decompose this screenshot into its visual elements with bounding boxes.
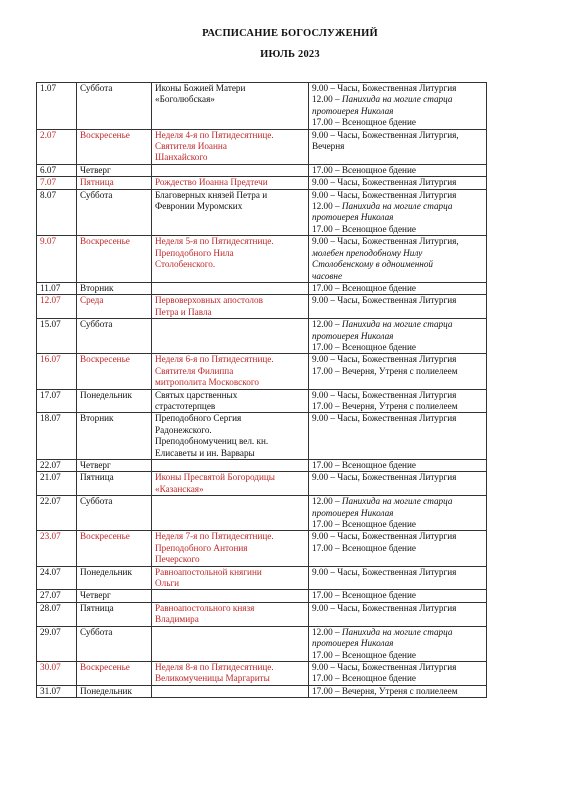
services-cell <box>309 189 487 236</box>
service-time: 9.00 – <box>312 189 335 200</box>
feast-line: Иконы Божией Матери <box>155 83 246 93</box>
weekday-cell: Суббота <box>77 626 152 661</box>
service-text: Часы, Божественная Литургия <box>334 189 457 200</box>
service-line <box>312 283 483 294</box>
service-text: Столобенскому в одноименной <box>312 259 434 270</box>
service-text: Вечерня, Утреня с полиелеем <box>339 685 458 696</box>
feast-line: Равноапостольного князя <box>155 602 255 613</box>
service-line <box>312 259 483 270</box>
service-line <box>312 686 483 697</box>
service-time: 17.00 – <box>312 223 340 234</box>
table-row <box>37 460 487 472</box>
date-cell: 29.07 <box>37 626 77 661</box>
services-cell <box>309 566 487 590</box>
service-line <box>312 130 483 141</box>
service-line <box>312 295 483 306</box>
service-text: Часы, Божественная Литургия <box>334 413 457 424</box>
table-row <box>37 164 487 176</box>
feast-cell <box>152 472 309 496</box>
feast-line: Первоверховных апостолов <box>155 295 263 306</box>
service-text: протоиерея Николая <box>312 638 394 649</box>
date-cell: 31.07 <box>37 685 77 697</box>
service-text: Панихида на могиле старца <box>339 94 453 105</box>
service-text: протоиерея Николая <box>312 507 394 518</box>
feast-cell <box>152 590 309 602</box>
service-line <box>312 248 483 259</box>
service-line <box>312 319 483 330</box>
service-time: 9.00 – <box>312 236 335 247</box>
table-row <box>37 590 487 602</box>
service-line <box>312 212 483 223</box>
service-line <box>312 165 483 176</box>
service-line <box>312 201 483 212</box>
service-text: молебен преподобному Нилу <box>312 247 423 258</box>
service-text: Часы, Божественная Литургия <box>334 354 457 365</box>
feast-cell <box>152 282 309 294</box>
feast-line: Елисаветы и ин. Варвары <box>155 447 255 458</box>
table-row <box>37 129 487 164</box>
service-line <box>312 413 483 424</box>
date-cell: 28.07 <box>37 602 77 626</box>
feast-cell <box>152 177 309 189</box>
service-text: протоиерея Николая <box>312 105 394 116</box>
service-time: 9.00 – <box>312 472 335 483</box>
feast-line: Шанхайского <box>155 152 208 163</box>
service-text: Всенощное бдение <box>339 673 416 684</box>
weekday-cell: Вторник <box>77 413 152 460</box>
feast-line: Великомученицы Маргариты <box>155 673 270 684</box>
services-cell <box>309 177 487 189</box>
feast-line: Равноапостольной княгини <box>155 566 262 577</box>
service-text: Всенощное бдение <box>339 519 416 530</box>
table-row <box>37 531 487 566</box>
feast-cell <box>152 413 309 460</box>
service-time: 9.00 – <box>312 661 335 672</box>
date-cell: 1.07 <box>37 83 77 130</box>
date-cell: 16.07 <box>37 354 77 389</box>
service-text: Часы, Божественная Литургия <box>334 602 457 613</box>
date-cell: 11.07 <box>37 282 77 294</box>
services-cell <box>309 661 487 685</box>
service-time: 17.00 – <box>312 365 340 376</box>
date-cell: 18.07 <box>37 413 77 460</box>
service-text: Часы, Божественная Литургия <box>334 531 457 542</box>
service-line <box>312 650 483 661</box>
service-line <box>312 662 483 673</box>
service-line <box>312 496 483 507</box>
service-line <box>312 190 483 201</box>
feast-cell <box>152 354 309 389</box>
services-cell <box>309 413 487 460</box>
services-cell <box>309 354 487 389</box>
feast-cell <box>152 129 309 164</box>
page-subtitle: ИЮЛЬ 2023 <box>260 49 320 60</box>
service-time: 17.00 – <box>312 117 340 128</box>
feast-line: Рождество Иоанна Предтечи <box>155 177 268 188</box>
service-text: Вечерня, Утреня с полиелеем <box>339 400 458 411</box>
service-line <box>312 117 483 128</box>
service-time: 17.00 – <box>312 590 340 601</box>
feast-cell <box>152 389 309 413</box>
service-line <box>312 543 483 554</box>
service-line <box>312 141 483 152</box>
service-line <box>312 472 483 483</box>
service-text: Всенощное бдение <box>339 460 416 470</box>
services-cell <box>309 531 487 566</box>
weekday-cell: Воскресенье <box>77 354 152 389</box>
service-line <box>312 366 483 377</box>
service-line <box>312 627 483 638</box>
feast-line: Владимира <box>155 614 199 625</box>
table-row <box>37 189 487 236</box>
table-row <box>37 566 487 590</box>
service-text: Всенощное бдение <box>339 164 416 175</box>
date-cell: 21.07 <box>37 472 77 496</box>
weekday-cell: Четверг <box>77 460 152 472</box>
weekday-cell: Среда <box>77 295 152 319</box>
service-text: Всенощное бдение <box>339 649 416 660</box>
feast-line: Святителя Иоанна <box>155 141 227 152</box>
feast-line: Радонежского. <box>155 424 212 435</box>
weekday-cell: Пятница <box>77 472 152 496</box>
service-time: 9.00 – <box>312 413 335 424</box>
date-cell: 7.07 <box>37 177 77 189</box>
service-text: Всенощное бдение <box>339 117 416 128</box>
date-cell: 2.07 <box>37 129 77 164</box>
service-time: 9.00 – <box>312 129 335 140</box>
service-time: 17.00 – <box>312 519 340 530</box>
table-row <box>37 282 487 294</box>
service-time: 12.00 – <box>312 626 340 637</box>
weekday-cell: Воскресенье <box>77 661 152 685</box>
services-cell <box>309 236 487 283</box>
feast-cell <box>152 531 309 566</box>
service-time: 12.00 – <box>312 94 340 105</box>
date-cell: 23.07 <box>37 531 77 566</box>
feast-cell <box>152 236 309 283</box>
service-text: Часы, Божественная Литургия <box>334 295 457 306</box>
services-cell <box>309 295 487 319</box>
services-cell <box>309 83 487 130</box>
service-time: 9.00 – <box>312 295 335 306</box>
service-time: 17.00 – <box>312 341 340 352</box>
feast-cell <box>152 189 309 236</box>
service-text: Часы, Божественная Литургия, <box>334 129 459 140</box>
weekday-cell: Воскресенье <box>77 236 152 283</box>
feast-cell <box>152 685 309 697</box>
service-line <box>312 531 483 542</box>
weekday-cell: Суббота <box>77 496 152 531</box>
service-text: часовне <box>312 270 343 281</box>
services-cell <box>309 685 487 697</box>
service-text: Панихида на могиле старца <box>339 496 453 507</box>
service-text: Вечерня <box>312 141 345 152</box>
weekday-cell: Пятница <box>77 177 152 189</box>
feast-line: Преподобного Антония <box>155 542 248 553</box>
feast-line: «Боголюбская» <box>155 94 215 105</box>
feast-line: митрополита Московского <box>155 377 259 388</box>
services-cell <box>309 164 487 176</box>
date-cell: 30.07 <box>37 661 77 685</box>
service-time: 9.00 – <box>312 531 335 542</box>
service-line <box>312 390 483 401</box>
service-line <box>312 331 483 342</box>
service-text: Часы, Божественная Литургия, <box>334 236 459 247</box>
feast-line: «Казанская» <box>155 483 204 494</box>
service-time: 9.00 – <box>312 354 335 365</box>
service-line <box>312 638 483 649</box>
service-text: Часы, Божественная Литургия <box>334 661 457 672</box>
schedule-table <box>36 82 487 698</box>
service-text: Всенощное бдение <box>339 223 416 234</box>
services-cell <box>309 129 487 164</box>
service-text: Всенощное бдение <box>339 341 416 352</box>
service-line <box>312 106 483 117</box>
feast-cell <box>152 319 309 354</box>
services-cell <box>309 282 487 294</box>
weekday-cell: Суббота <box>77 319 152 354</box>
services-cell <box>309 590 487 602</box>
service-text: Панихида на могиле старца <box>339 201 453 212</box>
date-cell: 8.07 <box>37 189 77 236</box>
table-row <box>37 236 487 283</box>
feast-cell <box>152 566 309 590</box>
service-line <box>312 590 483 601</box>
feast-line: Неделя 4-я по Пятидесятнице. <box>155 129 274 140</box>
service-line <box>312 567 483 578</box>
service-line <box>312 342 483 353</box>
service-line <box>312 236 483 247</box>
services-cell <box>309 389 487 413</box>
table-row <box>37 177 487 189</box>
table-row <box>37 319 487 354</box>
weekday-cell: Понедельник <box>77 566 152 590</box>
date-cell: 27.07 <box>37 590 77 602</box>
feast-cell <box>152 661 309 685</box>
feast-line: Ольги <box>155 578 180 589</box>
service-line <box>312 177 483 188</box>
schedule-rows <box>37 83 487 698</box>
service-line <box>312 271 483 282</box>
services-cell <box>309 460 487 472</box>
feast-cell <box>152 164 309 176</box>
table-row <box>37 83 487 130</box>
services-cell <box>309 496 487 531</box>
weekday-cell: Пятница <box>77 602 152 626</box>
service-text: Часы, Божественная Литургия <box>334 472 457 483</box>
service-time: 17.00 – <box>312 673 340 684</box>
feast-line: Неделя 7-я по Пятидесятнице. <box>155 531 274 542</box>
weekday-cell: Воскресенье <box>77 129 152 164</box>
service-text: Всенощное бдение <box>339 542 416 553</box>
feast-line: Столобенского. <box>155 259 216 270</box>
weekday-cell: Вторник <box>77 282 152 294</box>
service-time: 17.00 – <box>312 282 340 293</box>
feast-line: Неделя 5-я по Пятидесятнице. <box>155 236 274 247</box>
service-line <box>312 460 483 471</box>
table-row <box>37 295 487 319</box>
service-line <box>312 83 483 94</box>
weekday-cell: Воскресенье <box>77 531 152 566</box>
date-cell: 17.07 <box>37 389 77 413</box>
date-cell: 24.07 <box>37 566 77 590</box>
service-text: протоиерея Николая <box>312 330 394 341</box>
service-time: 9.00 – <box>312 83 335 93</box>
feast-cell <box>152 460 309 472</box>
service-time: 9.00 – <box>312 566 335 577</box>
weekday-cell: Четверг <box>77 590 152 602</box>
table-row <box>37 685 487 697</box>
service-text: Часы, Божественная Литургия <box>334 566 457 577</box>
table-row <box>37 661 487 685</box>
service-line <box>312 508 483 519</box>
weekday-cell: Понедельник <box>77 389 152 413</box>
feast-line: Февронии Муромских <box>155 201 243 212</box>
feast-line: Петра и Павла <box>155 306 212 317</box>
weekday-cell: Суббота <box>77 83 152 130</box>
feast-line: Печерского <box>155 554 200 565</box>
service-line <box>312 94 483 105</box>
services-cell <box>309 319 487 354</box>
service-time: 17.00 – <box>312 460 340 470</box>
service-time: 12.00 – <box>312 496 340 507</box>
service-line <box>312 673 483 684</box>
service-text: протоиерея Николая <box>312 212 394 223</box>
feast-line: Неделя 6-я по Пятидесятнице. <box>155 354 274 365</box>
service-time: 9.00 – <box>312 602 335 613</box>
service-text: Часы, Божественная Литургия <box>334 83 457 93</box>
table-row <box>37 626 487 661</box>
services-cell <box>309 626 487 661</box>
service-time: 17.00 – <box>312 400 340 411</box>
feast-line: Неделя 8-я по Пятидесятнице. <box>155 661 274 672</box>
weekday-cell: Понедельник <box>77 685 152 697</box>
service-line <box>312 519 483 530</box>
service-line <box>312 354 483 365</box>
feast-line: Преподобного Нила <box>155 247 234 258</box>
service-time: 9.00 – <box>312 389 335 400</box>
service-text: Часы, Божественная Литургия <box>334 389 457 400</box>
service-time: 12.00 – <box>312 201 340 212</box>
service-line <box>312 401 483 412</box>
feast-cell <box>152 602 309 626</box>
date-cell: 9.07 <box>37 236 77 283</box>
service-text: Всенощное бдение <box>339 282 416 293</box>
feast-line: Иконы Пресвятой Богородицы <box>155 472 275 483</box>
page-title: РАСПИСАНИЕ БОГОСЛУЖЕНИЙ <box>202 28 378 39</box>
table-row <box>37 602 487 626</box>
table-row <box>37 472 487 496</box>
service-text: Часы, Божественная Литургия <box>334 177 457 188</box>
feast-cell <box>152 496 309 531</box>
service-line <box>312 603 483 614</box>
feast-line: Благоверных князей Петра и <box>155 189 268 200</box>
table-row <box>37 389 487 413</box>
feast-line: Преподобномучениц вел. кн. <box>155 436 269 447</box>
feast-line: Святителя Филиппа <box>155 365 234 376</box>
feast-line: Святых царственных <box>155 389 238 400</box>
feast-cell <box>152 83 309 130</box>
date-cell: 22.07 <box>37 496 77 531</box>
service-time: 17.00 – <box>312 542 340 553</box>
service-time: 9.00 – <box>312 177 335 188</box>
services-cell <box>309 472 487 496</box>
service-text: Всенощное бдение <box>339 590 416 601</box>
service-time: 17.00 – <box>312 649 340 660</box>
service-line <box>312 224 483 235</box>
table-row <box>37 354 487 389</box>
feast-line: страстотерпцев <box>155 400 216 411</box>
service-text: Панихида на могиле старца <box>339 626 453 637</box>
service-time: 17.00 – <box>312 685 340 696</box>
date-cell: 22.07 <box>37 460 77 472</box>
date-cell: 12.07 <box>37 295 77 319</box>
date-cell: 15.07 <box>37 319 77 354</box>
weekday-cell: Суббота <box>77 189 152 236</box>
date-cell: 6.07 <box>37 164 77 176</box>
feast-line: Преподобного Сергия <box>155 413 242 424</box>
table-row <box>37 496 487 531</box>
table-row <box>37 413 487 460</box>
weekday-cell: Четверг <box>77 164 152 176</box>
services-cell <box>309 602 487 626</box>
service-time: 17.00 – <box>312 164 340 175</box>
feast-cell <box>152 626 309 661</box>
service-time: 12.00 – <box>312 319 340 330</box>
feast-cell <box>152 295 309 319</box>
service-text: Панихида на могиле старца <box>339 319 453 330</box>
service-text: Вечерня, Утреня с полиелеем <box>339 365 458 376</box>
